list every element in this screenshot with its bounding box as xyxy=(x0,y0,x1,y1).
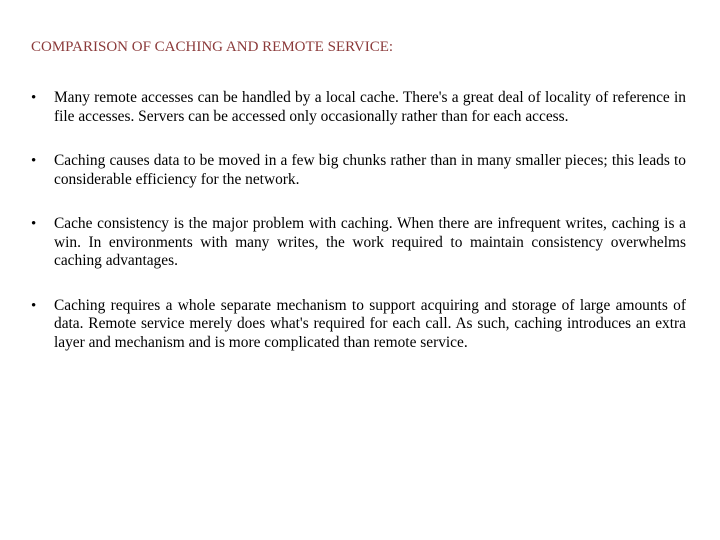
bullet-dot-icon: • xyxy=(31,297,37,314)
bullet-item xyxy=(31,297,686,353)
bullet-text: Caching requires a whole separate mechanism to support acquiring and storage of large amounts of data. Remote service merely does what's required for each call. As such, caching introduces an extra layer and mechanism and is more complicated than remote service. xyxy=(54,296,686,351)
bullet-dot-icon: • xyxy=(31,216,37,232)
bullet-text: Many remote accesses can be handled by a local cache. There's a great deal of locality of reference in file accesses. Servers can be accessed only occasionally rather than for each access. xyxy=(54,89,686,125)
bullet-item xyxy=(31,215,686,271)
bullet-text: Cache consistency is the major problem with caching. When there are infrequent writes, caching is a win. In environments with many writes, the work required to maintain consistency overwhelms caching advantages. xyxy=(54,215,686,269)
slide-title: COMPARISON OF CACHING AND REMOTE SERVICE: xyxy=(31,39,394,55)
bullet-dot-icon: • xyxy=(31,153,37,169)
bullet-text: Caching causes data to be moved in a few big chunks rather than in many smaller pieces; this leads to considerable efficiency for the network. xyxy=(54,152,686,188)
bullet-item xyxy=(31,89,686,126)
bullet-item xyxy=(31,152,686,189)
bullet-list xyxy=(31,89,686,378)
bullet-dot-icon: • xyxy=(31,90,37,106)
